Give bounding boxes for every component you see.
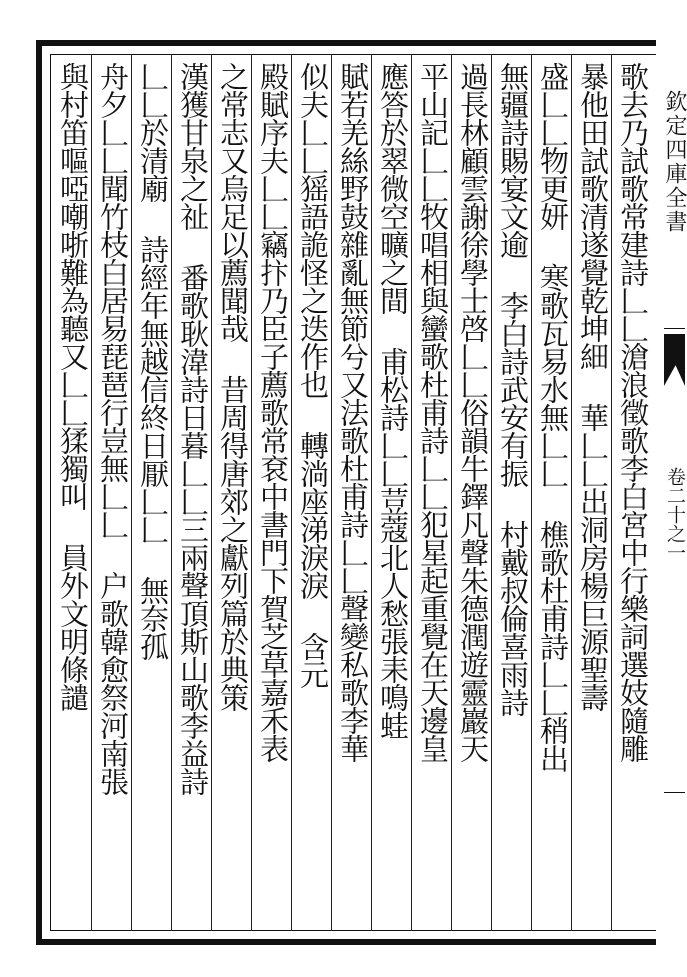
text-column: 無疆詩賜宴文逾 李白詩武安有振 村戴叔倫喜雨詩 [496,62,530,716]
text-column: 暴他田試歌清遂覺乾坤細 華𠃊𠃊出洞房楊巨源聖壽 [576,62,610,711]
text-column: 應答於翠微空曠之間 甫松詩𠃊𠃊荳蔻北人愁張耒鳴蛙 [376,62,410,739]
text-column: 之常志又烏足以薦聞哉 昔周得唐郊之獻列篇於典策 [216,62,250,711]
text-column: 𠃊𠃊於清廟 詩經年無越信終日厭𠃊𠃊 無奈孤 [136,62,170,660]
banner-rule [664,792,685,793]
text-column: 似夫𠃊𠃊猺語詭怪之迭作也 轉淌座涕淚淚 含元 [296,62,330,688]
text-column: 漢獲甘泉之祉 番歌耿湋詩日暮𠃊𠃊三兩聲頂斯山歌李益詩 [176,62,210,795]
book-title: 欽定四庫全書 [662,90,687,234]
text-column: 與村笛嘔啞嘲哳難為聽又𠃊𠃊猱獨叫 員外文明條譴 [56,62,90,711]
volume-label: 卷二十之一 [664,467,686,562]
fish-tail-mark [664,334,685,386]
text-column: 歌去乃試歌常建詩𠃊𠃊滄浪徵歌李白宮中行樂詞選妓隨雕 [616,62,650,762]
text-column: 過長林顧雲謝徐學士啓𠃊𠃊俗韻牛鐸凡聲朱德潤遊靈巖天 [456,62,490,762]
text-column: 舟夕𠃊𠃊聞竹枝白居易琵琶行豈無𠃊𠃊 户歌韓愈祭河南張 [96,62,130,795]
banner-rule [664,328,685,329]
text-column: 平山記𠃊𠃊牧唱相與蠻歌杜甫詩𠃊𠃊犯星起重覺在天邊皇 [416,62,450,762]
text-column: 盛𠃊𠃊物更妍 寒歌瓦易水無𠃊𠃊 樵歌杜甫詩𠃊𠃊稍出 [536,62,570,772]
page-banner [664,42,685,942]
text-column: 殿賦序夫𠃊𠃊竊抃乃臣子薦歌常袞中書門下賀芝草嘉禾表 [256,62,290,762]
text-column: 賦若羌絲野鼓雜亂無節兮又法歌杜甫詩𠃊𠃊聲變私歌李華 [336,62,370,762]
